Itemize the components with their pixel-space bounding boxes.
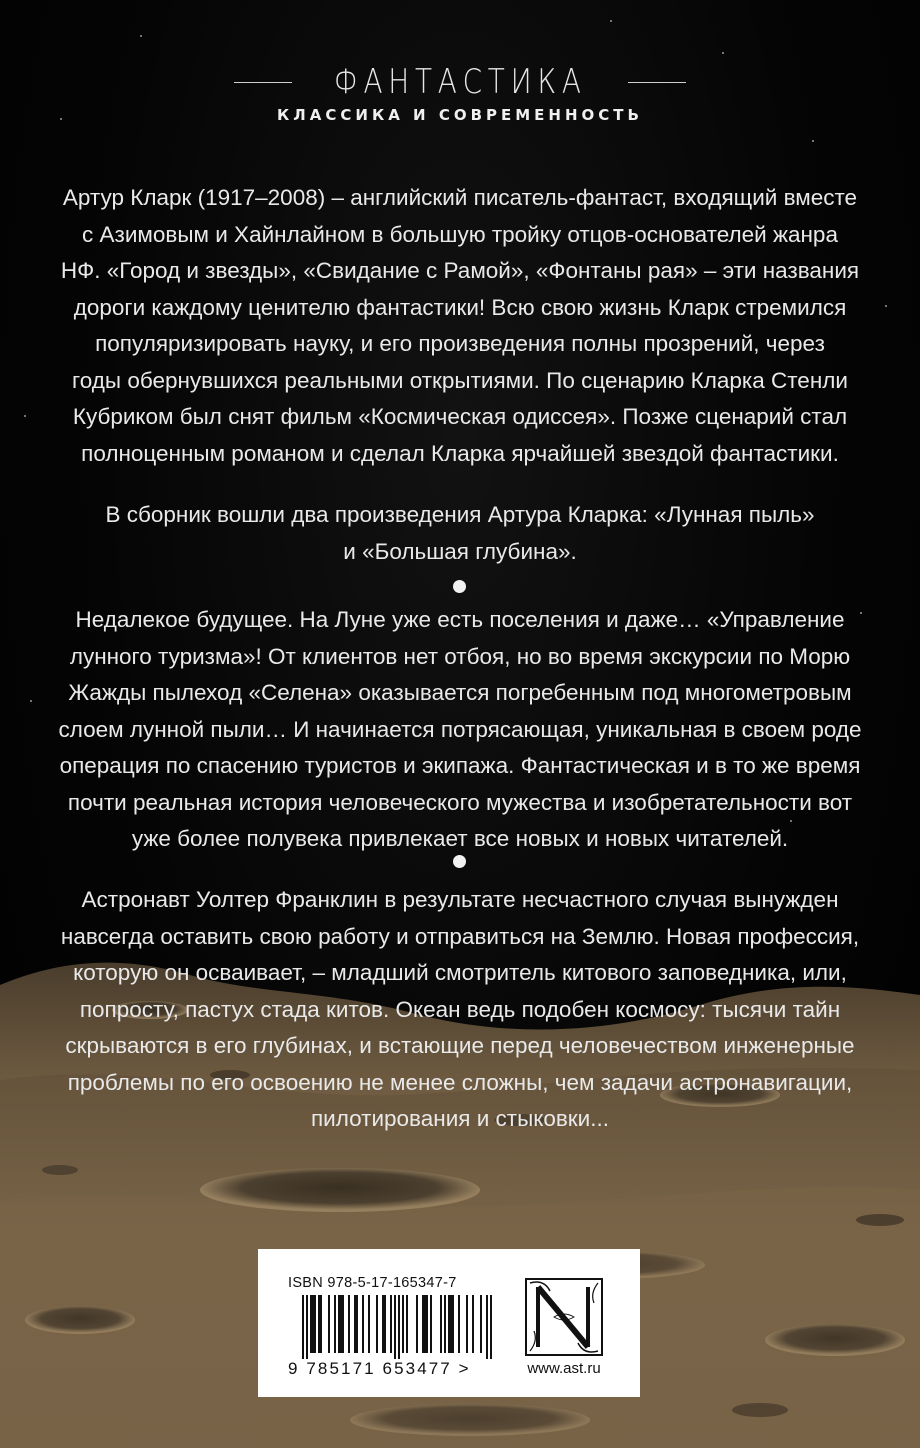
text-line: НФ. «Город и звезды», «Свидание с Рамой», «Фонтаны рая» – эти названия bbox=[60, 258, 860, 283]
series-title-row bbox=[0, 62, 920, 102]
barcode-bar bbox=[448, 1295, 450, 1353]
text-line: уже более полувека привлекает все новых и новых читателей. bbox=[131, 826, 789, 851]
barcode-digits: 9 785171 653477 > bbox=[288, 1359, 471, 1378]
barcode-bar bbox=[402, 1295, 404, 1353]
text-line: попросту, пастух стада китов. Океан ведь подобен космосу: тысячи тайн bbox=[79, 996, 841, 1022]
barcode-bar bbox=[348, 1295, 350, 1353]
moondust-synopsis-paragraph bbox=[40, 602, 880, 858]
barcode-bar bbox=[440, 1295, 442, 1353]
barcode-bar bbox=[340, 1295, 342, 1353]
text-line: навсегда оставить свою работу и отправиться на Землю. Новая профессия, bbox=[60, 923, 860, 949]
barcode-bar bbox=[444, 1295, 446, 1353]
barcode-bar bbox=[424, 1295, 426, 1353]
text-line: популяризировать науку, и его произведения полны прозрений, через bbox=[95, 331, 825, 356]
barcode-bar bbox=[458, 1295, 460, 1353]
barcode-bar bbox=[416, 1295, 418, 1353]
barcode-bar bbox=[376, 1295, 378, 1353]
author-intro-paragraph bbox=[40, 180, 880, 472]
barcode-bar bbox=[490, 1295, 492, 1359]
publisher-website: www.ast.ru bbox=[527, 1360, 601, 1377]
barcode-bar bbox=[450, 1295, 452, 1353]
barcode-bar bbox=[302, 1295, 304, 1359]
barcode-bar bbox=[486, 1295, 488, 1359]
series-header bbox=[0, 62, 920, 124]
barcode-bar bbox=[398, 1295, 400, 1359]
text-line: пилотирования и стыковки... bbox=[311, 1106, 609, 1131]
ast-logo-icon bbox=[524, 1277, 604, 1357]
barcode-bar bbox=[314, 1295, 316, 1353]
barcode-bar bbox=[368, 1295, 370, 1353]
text-line: Артур Кларк (1917–2008) – английский писатель-фантаст, входящий вместе bbox=[62, 185, 858, 210]
text-line: операция по спасению туристов и экипажа. Фантастическая и в то же время bbox=[59, 753, 861, 778]
text-line: Жажды пылеход «Селена» оказывается погребенным под многометровым bbox=[68, 680, 852, 705]
text-line: скрываются в его глубинах, и встающие перед человечеством инженерные bbox=[65, 1033, 855, 1058]
isbn-label: ISBN 978-5-17-165347-7 bbox=[288, 1275, 457, 1291]
text-line: почти реальная история человеческого мужества и изобретательности вот bbox=[67, 789, 853, 815]
text-line: В сборник вошли два произведения Артура Кларка: «Лунная пыль» bbox=[105, 502, 815, 527]
text-line: полноценным романом и сделал Кларка ярчайшей звездой фантастики. bbox=[81, 440, 839, 466]
barcode-bar bbox=[422, 1295, 424, 1353]
barcode-bar bbox=[384, 1295, 386, 1353]
text-line: Кубриком был снят фильм «Космическая одиссея». Позже сценарий стал bbox=[72, 404, 848, 429]
deep-range-synopsis-paragraph bbox=[40, 882, 880, 1138]
collection-contents-paragraph bbox=[40, 497, 880, 570]
header-rule-left bbox=[234, 82, 292, 83]
text-line: которую он осваивает, – младший смотритель китового заповедника, или, bbox=[73, 960, 847, 985]
text-line: Недалекое будущее. На Луне уже есть поселения и даже… «Управление bbox=[75, 607, 845, 632]
barcode-bar bbox=[328, 1295, 330, 1353]
barcode-bar bbox=[362, 1295, 364, 1353]
barcode-bar bbox=[466, 1295, 468, 1353]
text-line: слоем лунной пыли… И начинается потрясающая, уникальная в своем роде bbox=[58, 716, 862, 742]
barcode-bar bbox=[334, 1295, 336, 1353]
barcode-bar bbox=[430, 1295, 432, 1353]
barcode-bar bbox=[318, 1295, 320, 1353]
text-line: Астронавт Уолтер Франклин в результате несчастного случая вынужден bbox=[81, 887, 839, 912]
header-rule-right bbox=[628, 82, 686, 83]
barcode-bar bbox=[452, 1295, 454, 1353]
series-title: ФАНТАСТИКА bbox=[333, 62, 587, 102]
barcode-bar bbox=[312, 1295, 314, 1353]
barcode-bar bbox=[320, 1295, 322, 1353]
barcode-bar bbox=[356, 1295, 358, 1353]
section-bullet bbox=[453, 580, 466, 593]
barcode-bar bbox=[472, 1295, 474, 1353]
barcode-bar bbox=[390, 1295, 392, 1353]
text-line: годы обернувшихся реальными открытиями. По сценарию Кларка Стенли bbox=[72, 367, 848, 393]
barcode-bar bbox=[354, 1295, 356, 1353]
barcode-bar bbox=[306, 1295, 308, 1359]
series-subtitle: КЛАССИКА И СОВРЕМЕННОСТЬ bbox=[277, 106, 643, 124]
barcode-panel bbox=[258, 1249, 640, 1397]
barcode-bar bbox=[394, 1295, 396, 1359]
barcode-bar bbox=[406, 1295, 408, 1353]
barcode-icon bbox=[288, 1295, 498, 1359]
text-line: с Азимовым и Хайнлайном в большую тройку отцов-основателей жанра bbox=[82, 221, 838, 247]
text-line: дороги каждому ценителю фантастики! Всю свою жизнь Кларк стремился bbox=[73, 294, 847, 320]
barcode-bar bbox=[310, 1295, 312, 1353]
barcode-bar bbox=[382, 1295, 384, 1353]
barcode-bar bbox=[342, 1295, 344, 1353]
barcode-bar bbox=[338, 1295, 340, 1353]
barcode-bar bbox=[480, 1295, 482, 1353]
text-line: и «Большая глубина». bbox=[343, 538, 577, 564]
text-line: проблемы по его освоению не менее сложны, чем задачи астронавигации, bbox=[67, 1069, 853, 1095]
section-bullet bbox=[453, 855, 466, 868]
text-line: лунного туризма»! От клиентов нет отбоя, но во время экскурсии по Морю bbox=[69, 643, 851, 669]
barcode-bar bbox=[426, 1295, 428, 1353]
